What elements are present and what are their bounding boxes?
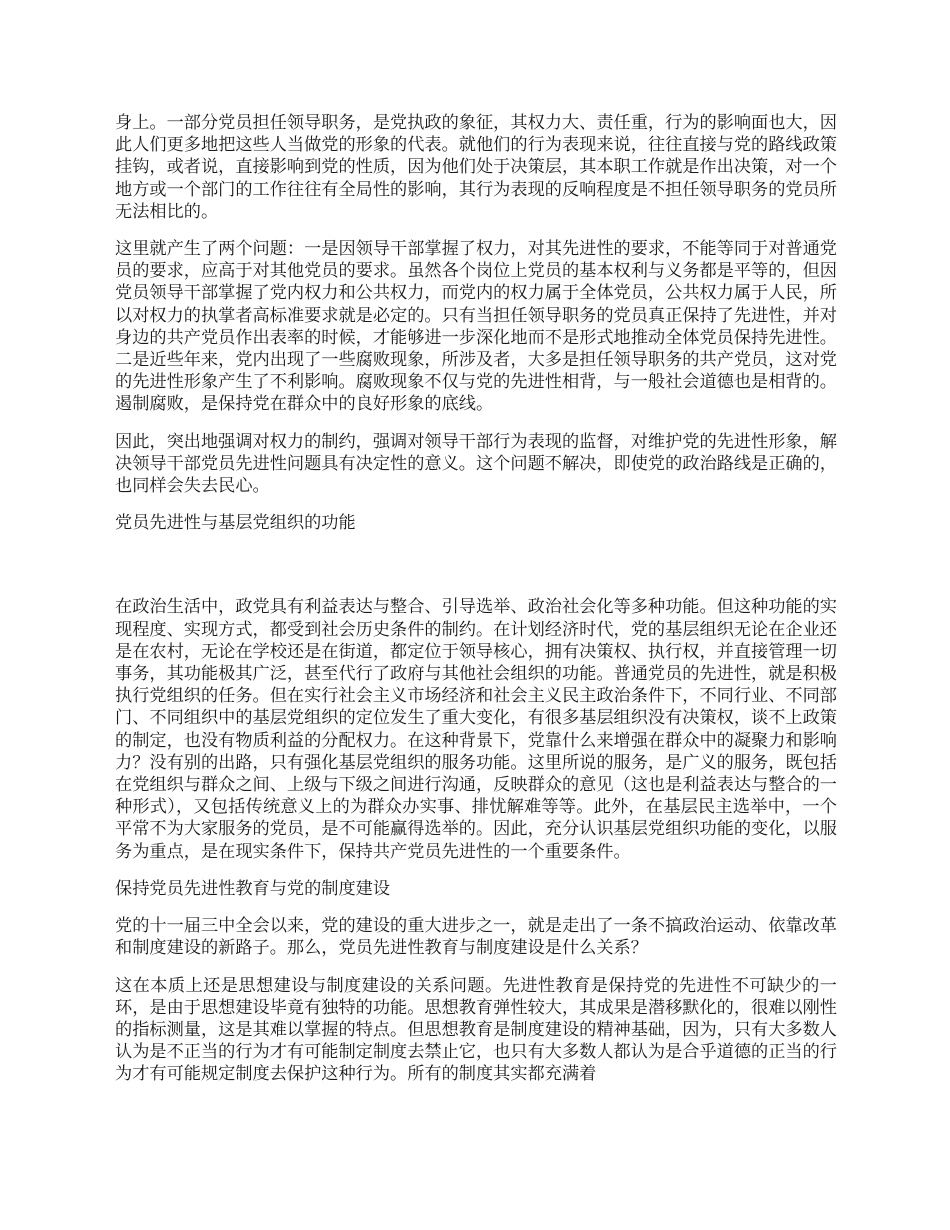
paragraph: 这在本质上还是思想建设与制度建设的关系问题。先进性教育是保持党的先进性不可缺少的一环，是由于思想建设毕竟有独特的功能。思想教育弹性较大，其成果是潜移默化的，很难以刚性的指标测量，这是其难以掌握的特点。但思想教育是制度建设的精神基础，因为，只有大多数人认为是不正当的行为才有可能制定制度去禁止它，也只有大多数人都认为是合乎道德的正当的行为才有可能规定制度去保护这种行为。所有的制度其实都充满着 (115, 975, 837, 1085)
paragraph: 因此，突出地强调对权力的制约，强调对领导干部行为表现的监督，对维护党的先进性形象，解决领导干部党员先进性问题具有决定性的意义。这个问题不解决，即使党的政治路线是正确的，也同样会失去民心。 (115, 431, 837, 497)
paragraph: 这里就产生了两个问题：一是因领导干部掌握了权力，对其先进性的要求，不能等同于对普通党员的要求，应高于对其他党员的要求。虽然各个岗位上党员的基本权利与义务都是平等的，但因党员领导干部掌握了党内权力和公共权力，而党内的权力属于全体党员，公共权力属于人民，所以对权力的执掌者高标准要求就是必定的。只有当担任领导职务的党员真正保持了先进性，并对身边的共产党员作出表率的时候，才能够进一步深化地而不是形式地推动全体党员保持先进性。二是近些年来，党内出现了一些腐败现象，所涉及者，大多是担任领导职务的共产党员，这对党的先进性形象产生了不利影响。腐败现象不仅与党的先进性相背，与一般社会道德也是相背的。遏制腐败，是保持党在群众中的良好形象的底线。 (115, 239, 837, 415)
paragraph: 党的十一届三中全会以来，党的建设的重大进步之一，就是走出了一条不搞政治运动、依靠改革和制度建设的新路子。那么，党员先进性教育与制度建设是什么关系？ (115, 916, 837, 959)
blank-space (115, 549, 837, 596)
paragraph: 身上。一部分党员担任领导职务，是党执政的象征，其权力大、责任重，行为的影响面也大，因此人们更多地把这些人当做党的形象的代表。就他们的行为表现来说，往往直接与党的路线政策挂钩，或者说，直接影响到党的性质，因为他们处于决策层，其本职工作就是作出决策，对一个地方或一个部门的工作往往有全局性的影响，其行为表现的反响程度是不担任领导职务的党员所无法相比的。 (115, 113, 837, 222)
paragraph: 在政治生活中，政党具有利益表达与整合、引导选举、政治社会化等多种功能。但这种功能的实现程度、实现方式，都受到社会历史条件的制约。在计划经济时代，党的基层组织无论在企业还是在农村，无论在学校还是在街道，都定位于领导核心，拥有决策权、执行权，并直接管理一切事务，其功能极其广泛，甚至代行了政府与其他社会组织的功能。普通党员的先进性，就是积极执行党组织的任务。但在实行社会主义市场经济和社会主义民主政治条件下，不同行业、不同部门、不同组织中的基层党组织的定位发生了重大变化，有很多基层组织没有决策权，谈不上政策的制定，也没有物质利益的分配权力。在这种背景下，党靠什么来增强在群众中的凝聚力和影响力？没有别的出路，只有强化基层党组织的服务功能。这里所说的服务，是广义的服务，既包括在党组织与群众之间、上级与下级之间进行沟通，反映群众的意见（这也是利益表达与整合的一种形式），又包括传统意义上的为群众办实事、排忧解难等等。此外，在基层民主选举中，一个平常不为大家服务的党员，是不可能赢得选举的。因此，充分认识基层党组织功能的变化，以服务为重点，是在现实条件下，保持共产党员先进性的一个重要条件。 (115, 597, 837, 862)
section-heading: 党员先进性与基层党组织的功能 (115, 513, 356, 534)
section-heading: 保持党员先进性教育与党的制度建设 (115, 878, 391, 899)
document-body (115, 112, 837, 1101)
